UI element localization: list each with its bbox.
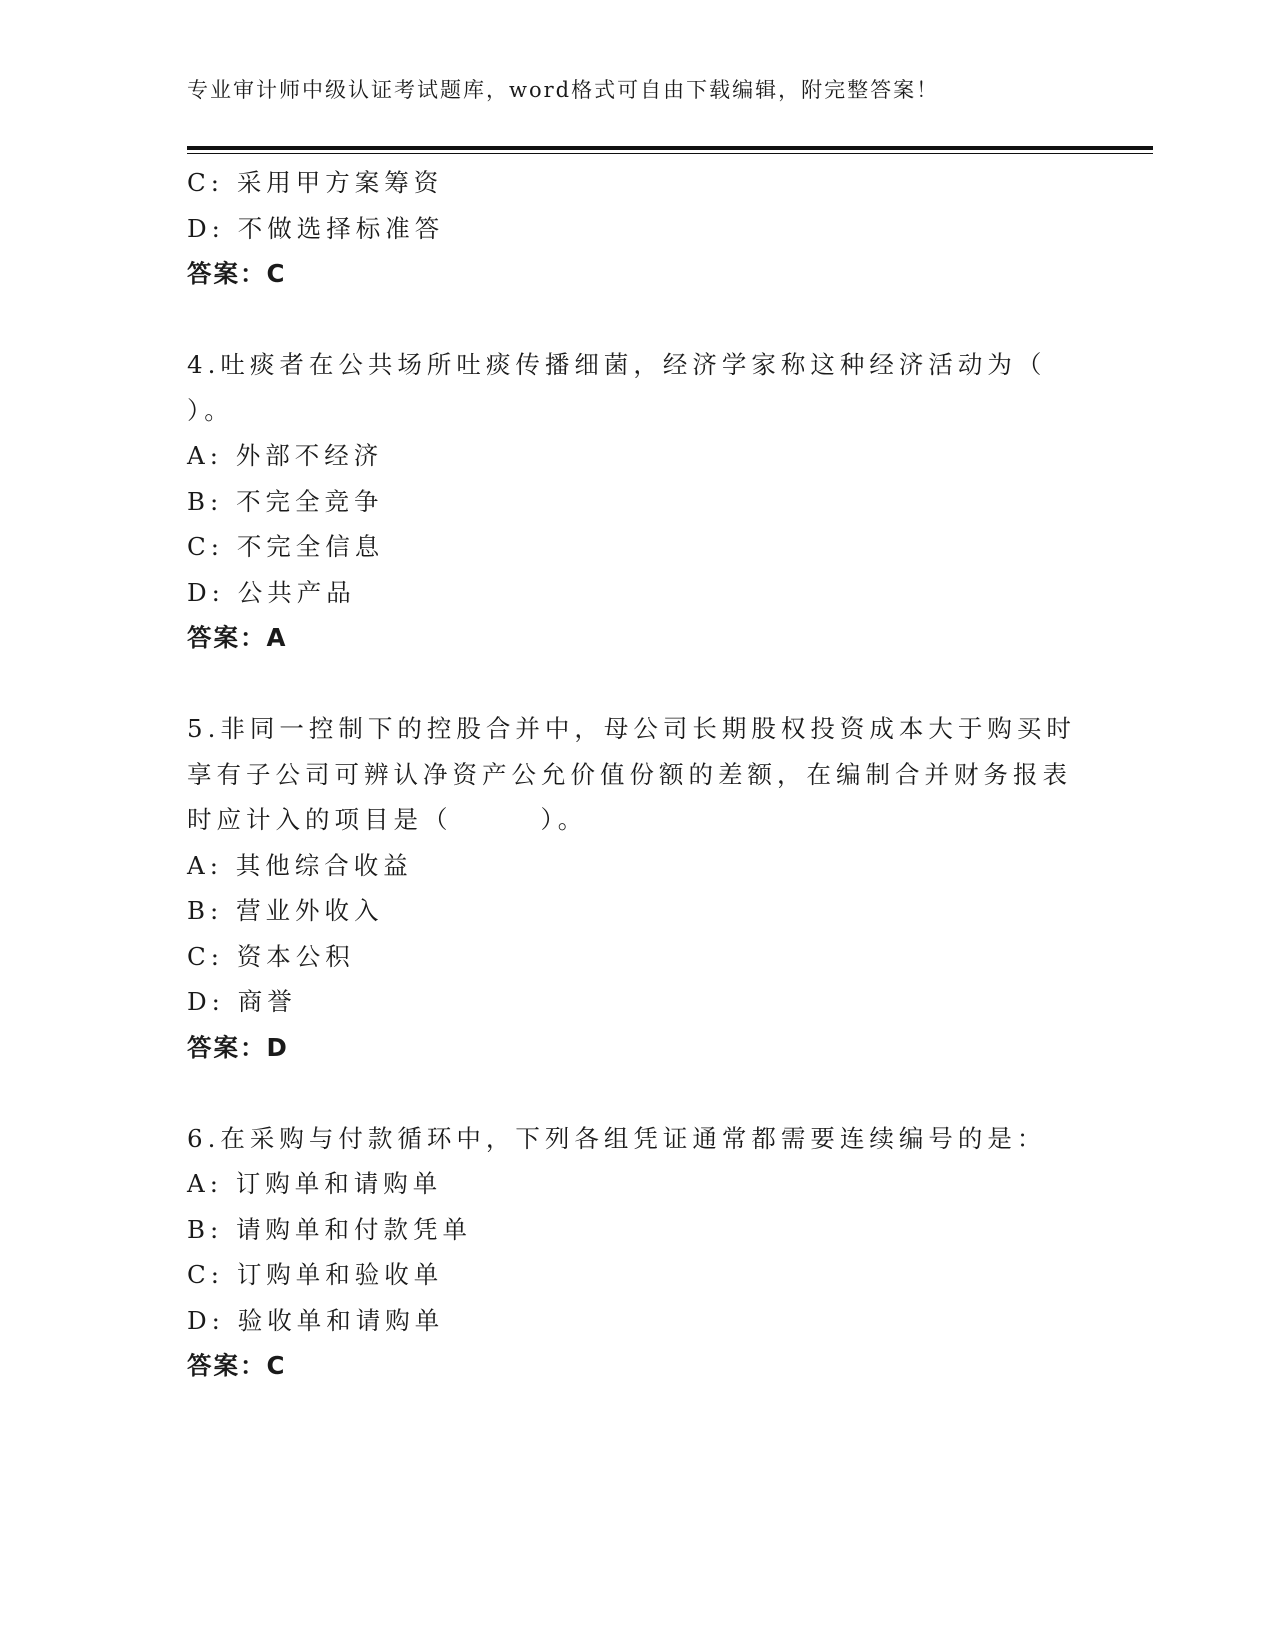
option-a — [187, 433, 1147, 479]
option-d — [187, 206, 1147, 252]
option-text: 订购单和请购单 — [235, 1169, 443, 1198]
option-label: C: — [187, 168, 225, 197]
question-stem — [187, 797, 1147, 843]
question-content — [187, 160, 1147, 1389]
answer: 答案：A — [187, 623, 288, 652]
answer: 答案：D — [187, 1032, 289, 1062]
option-label: D: — [187, 987, 225, 1016]
question-5 — [187, 706, 1147, 1070]
option-b — [187, 479, 1147, 525]
option-d — [187, 570, 1147, 616]
option-text: 其他综合收益 — [235, 850, 413, 880]
stem-text: ）。 — [540, 805, 588, 834]
page-header: 专业审计师中级认证考试题库，word格式可自由下载编辑，附完整答案！ — [187, 78, 940, 102]
option-text: 不完全信息 — [236, 532, 385, 561]
option-label: C: — [187, 1260, 225, 1289]
option-label: D: — [187, 577, 225, 607]
option-c — [187, 524, 1147, 570]
option-label: A: — [187, 441, 223, 470]
option-label: D: — [187, 1305, 225, 1335]
option-label: B: — [187, 1214, 224, 1244]
option-label: D: — [187, 213, 225, 243]
header-rule-thin — [187, 153, 1153, 154]
option-c — [187, 1252, 1147, 1298]
spacer — [187, 297, 1147, 343]
question-stem: 5.非同一控制下的控股合并中，母公司长期股权投资成本大于购买时 — [187, 714, 1076, 743]
question-4 — [187, 342, 1147, 661]
option-text: 营业外收入 — [236, 896, 384, 925]
answer: 答案：C — [187, 259, 287, 288]
option-text: 采用甲方案筹资 — [236, 168, 444, 197]
option-a — [187, 1161, 1147, 1207]
option-c — [187, 934, 1147, 980]
option-a — [187, 843, 1147, 889]
stem-text: 时应计入的项目是（ — [187, 805, 453, 834]
spacer — [187, 1070, 1147, 1116]
answer: 答案：C — [187, 1351, 287, 1380]
option-c — [187, 160, 1147, 206]
option-text: 外部不经济 — [235, 441, 384, 470]
question-stem: 享有子公司可辨认净资产公允价值份额的差额，在编制合并财务报表 — [187, 759, 1072, 789]
question-3-tail — [187, 160, 1147, 297]
option-label: B: — [187, 896, 224, 925]
question-6 — [187, 1116, 1147, 1389]
spacer — [187, 661, 1147, 707]
option-label: C: — [187, 532, 225, 561]
option-text: 订购单和验收单 — [236, 1260, 444, 1289]
option-d — [187, 1298, 1147, 1344]
option-text: 不做选择标准答 — [237, 213, 445, 243]
option-text: 不完全竞争 — [236, 486, 384, 516]
option-label: A: — [187, 1169, 223, 1198]
option-b — [187, 888, 1147, 934]
option-text: 验收单和请购单 — [237, 1305, 445, 1335]
question-stem: ）。 — [187, 395, 234, 425]
option-text: 请购单和付款凭单 — [236, 1214, 473, 1244]
option-label: A: — [187, 850, 223, 880]
option-b — [187, 1207, 1147, 1253]
question-stem: 4.吐痰者在公共场所吐痰传播细菌，经济学家称这种经济活动为（ — [187, 350, 1047, 379]
option-text: 资本公积 — [236, 941, 355, 971]
question-stem: 6.在采购与付款循环中，下列各组凭证通常都需要连续编号的是： — [187, 1123, 1047, 1153]
option-label: C: — [187, 941, 225, 971]
header-rule-thick — [187, 146, 1153, 150]
option-d — [187, 979, 1147, 1025]
option-text: 商誉 — [237, 987, 297, 1016]
option-label: B: — [187, 486, 224, 516]
option-text: 公共产品 — [237, 577, 356, 607]
